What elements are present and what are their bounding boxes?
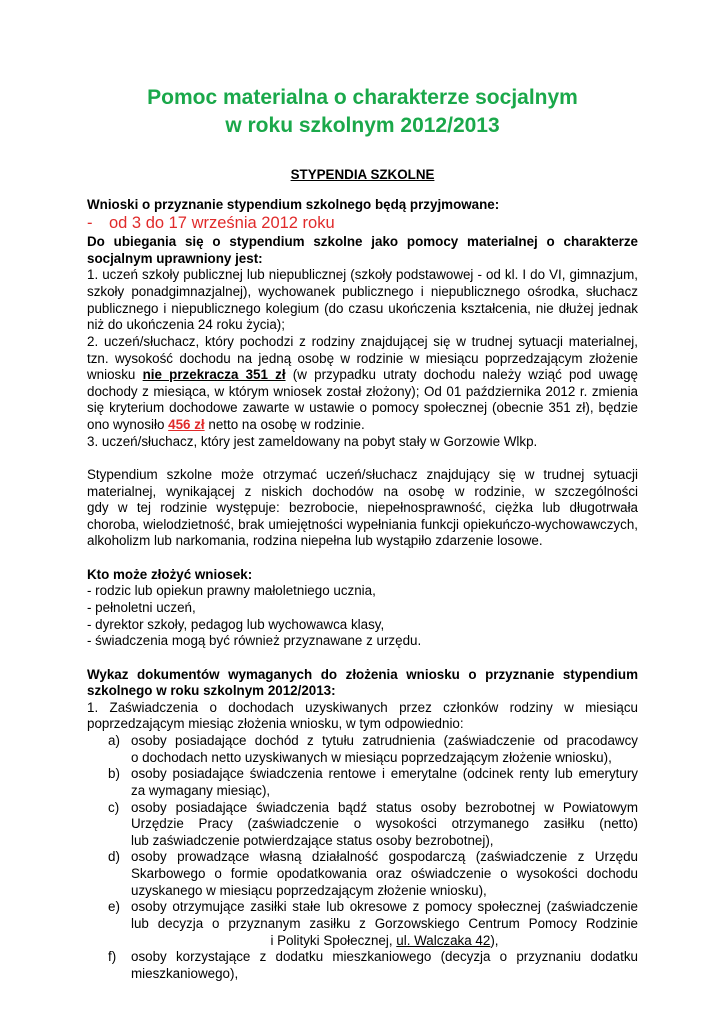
item2-text: ono wynosiło [87,417,165,432]
item2-line: się kryterium dochodowe zawarte w ustawie o pomocy społecznej (obecnie 351 zł), będzie [87,400,638,415]
item2-line [87,417,638,434]
docs-d-line: Skarbowego o formie opodatkowania oraz oświadczenie o wysokości dochodu [131,866,638,881]
date-range: od 3 do 17 września 2012 roku [109,214,335,232]
situation-line: Stypendium szkolne może otrzymać uczeń/słuchacz znajdujący się w trudnej sytuacji [87,467,638,482]
situation-line: gdy w tej rodzinie występuje: bezrobocie, niepełnosprawność, ciężka lub długotrwała [87,500,638,515]
who-list-item: - rodzic lub opiekun prawny małoletniego ucznia, [87,583,376,598]
list-label-f: f) [108,949,117,964]
document-title-line-2: w roku szkolnym 2012/2013 [225,114,500,137]
docs-heading-line-2: szkolnego w roku szkolnym 2012/2013: [87,683,336,698]
document-title-line-1: Pomoc materialna o charakterze socjalnym [147,86,578,109]
item1-line: niż do ukończenia 24 roku życia); [87,317,285,332]
who-list-item: - pełnoletni uczeń, [87,600,196,615]
list-label-b: b) [108,766,120,781]
item2-text: netto na osobę w rodzinie. [208,417,365,432]
who-list-item: - świadczenia mogą być również przyznawane z urzędu. [87,633,422,648]
item2-line: 2. uczeń/słuchacz, który pochodzi z rodziny znajdującej się w trudnej sytuacji materialnej, [87,334,638,349]
item2-text: (w przypadku utraty dochodu należy wziąć pod uwagę [292,367,638,382]
item1-line: szkoły ponadgimnazjalnej), wychowanek publicznego i niepublicznego ośrodka, słuchacz [87,284,638,299]
section-heading: STYPENDIA SZKOLNE [290,167,435,182]
list-label-a: a) [108,733,120,748]
docs-heading-line-1: Wykaz dokumentów wymaganych do złożenia wniosku o przyznanie stypendium [87,667,638,682]
eligibility-heading-line-2: socjalnym uprawniony jest: [87,251,263,266]
application-period-label: Wnioski o przyznanie stypendium szkolnego będą przyjmowane: [87,197,500,212]
docs-f-line: osoby korzystające z dodatku mieszkaniowego (decyzja o przyznaniu dodatku [131,949,638,964]
list-label-c: c) [108,800,120,815]
item1-line: 1. uczeń szkoły publicznej lub niepublicznej (szkoły podstawowej - od kl. I do VI, gimnazjum, [87,267,638,282]
item2-line: tzn. wysokość dochodu na jedną osobę w rodzinie w miesiącu poprzedzającym złożenie [87,351,638,366]
docs-b-line: osoby posiadające świadczenia rentowe i emerytalne (odcinek renty lub emerytury [131,766,638,781]
who-list-item: - dyrektor szkoły, pedagog lub wychowawca klasy, [87,617,385,632]
docs-e-text: ), [490,933,499,948]
docs-f-line: mieszkaniowego), [131,966,239,981]
docs-e-text: i Polityki Społecznej, [270,933,393,948]
date-dash: - [87,214,93,232]
application-period-date [87,213,335,233]
list-label-d: d) [108,849,120,864]
docs-c-line: lub zaświadczenie potwierdzające status osoby bezrobotnej), [131,833,494,848]
docs-e-line [131,933,638,950]
docs-c-line: osoby posiadające świadczenia bądź status osoby bezrobotnej w Powiatowym [131,800,638,815]
docs-d-line: uzyskanego w miesiącu poprzedzającym złożenie wniosku), [131,883,487,898]
item2-text: wniosku [87,367,136,382]
docs-b-line: za wymagany miesiąc), [131,783,271,798]
item1-line: publicznego i niepublicznego kolegium (do czasu ukończenia kształcenia, nie dłużej jednak [87,301,638,316]
list-label-e: e) [108,899,120,914]
eligibility-heading-line-1: Do ubiegania się o stypendium szkolne jako pomocy materialnej o charakterze [87,234,638,249]
docs-e-line: lub decyzja o przyznanym zasiłku z Gorzowskiego Centrum Pomocy Rodzinie [131,916,638,931]
item2-line [87,367,638,384]
situation-line: alkoholizm lub narkomania, rodzina niepełna lub wystąpiło zdarzenie losowe. [87,533,543,548]
docs-a-line: osoby posiadające dochód z tytułu zatrudnienia (zaświadczenie od pracodawcy [131,733,638,748]
docs-a-line: o dochodach netto uzyskiwanych w miesiącu poprzedzającym złożenie wniosku), [131,750,612,765]
new-income-limit: 456 zł [168,417,205,432]
income-limit: nie przekracza 351 zł [142,367,286,382]
item2-line: dochody z miesiąca, w którym wniosek został złożony); Od 01 października 2012 r. zmienia [87,384,638,399]
situation-line: choroba, wielodzietność, brak umiejętności wypełniania funkcji opiekuńczo-wychowawczych, [87,517,638,532]
gcprips-address: ul. Walczaka 42 [396,933,491,948]
situation-line: materialnej, wynikającej z niskich dochodów na osobę w rodzinie, w szczególności [87,484,638,499]
docs-point1-line: 1. Zaświadczenia o dochodach uzyskiwanych przez członków rodziny w miesiącu [87,700,638,715]
docs-point1-line: poprzedzającym miesiąc złożenia wniosku, w tym odpowiednio: [87,716,464,731]
who-heading: Kto może złożyć wniosek: [87,567,253,582]
docs-c-line: Urzędzie Pracy (zaświadczenie o wysokości otrzymanego zasiłku (netto) [131,816,638,831]
docs-d-line: osoby prowadzące własną działalność gospodarczą (zaświadczenie z Urzędu [131,849,638,864]
docs-e-line: osoby otrzymujące zasiłki stałe lub okresowe z pomocy społecznej (zaświadczenie [131,899,638,914]
item3-line: 3. uczeń/słuchacz, który jest zameldowany na pobyt stały w Gorzowie Wlkp. [87,434,538,449]
